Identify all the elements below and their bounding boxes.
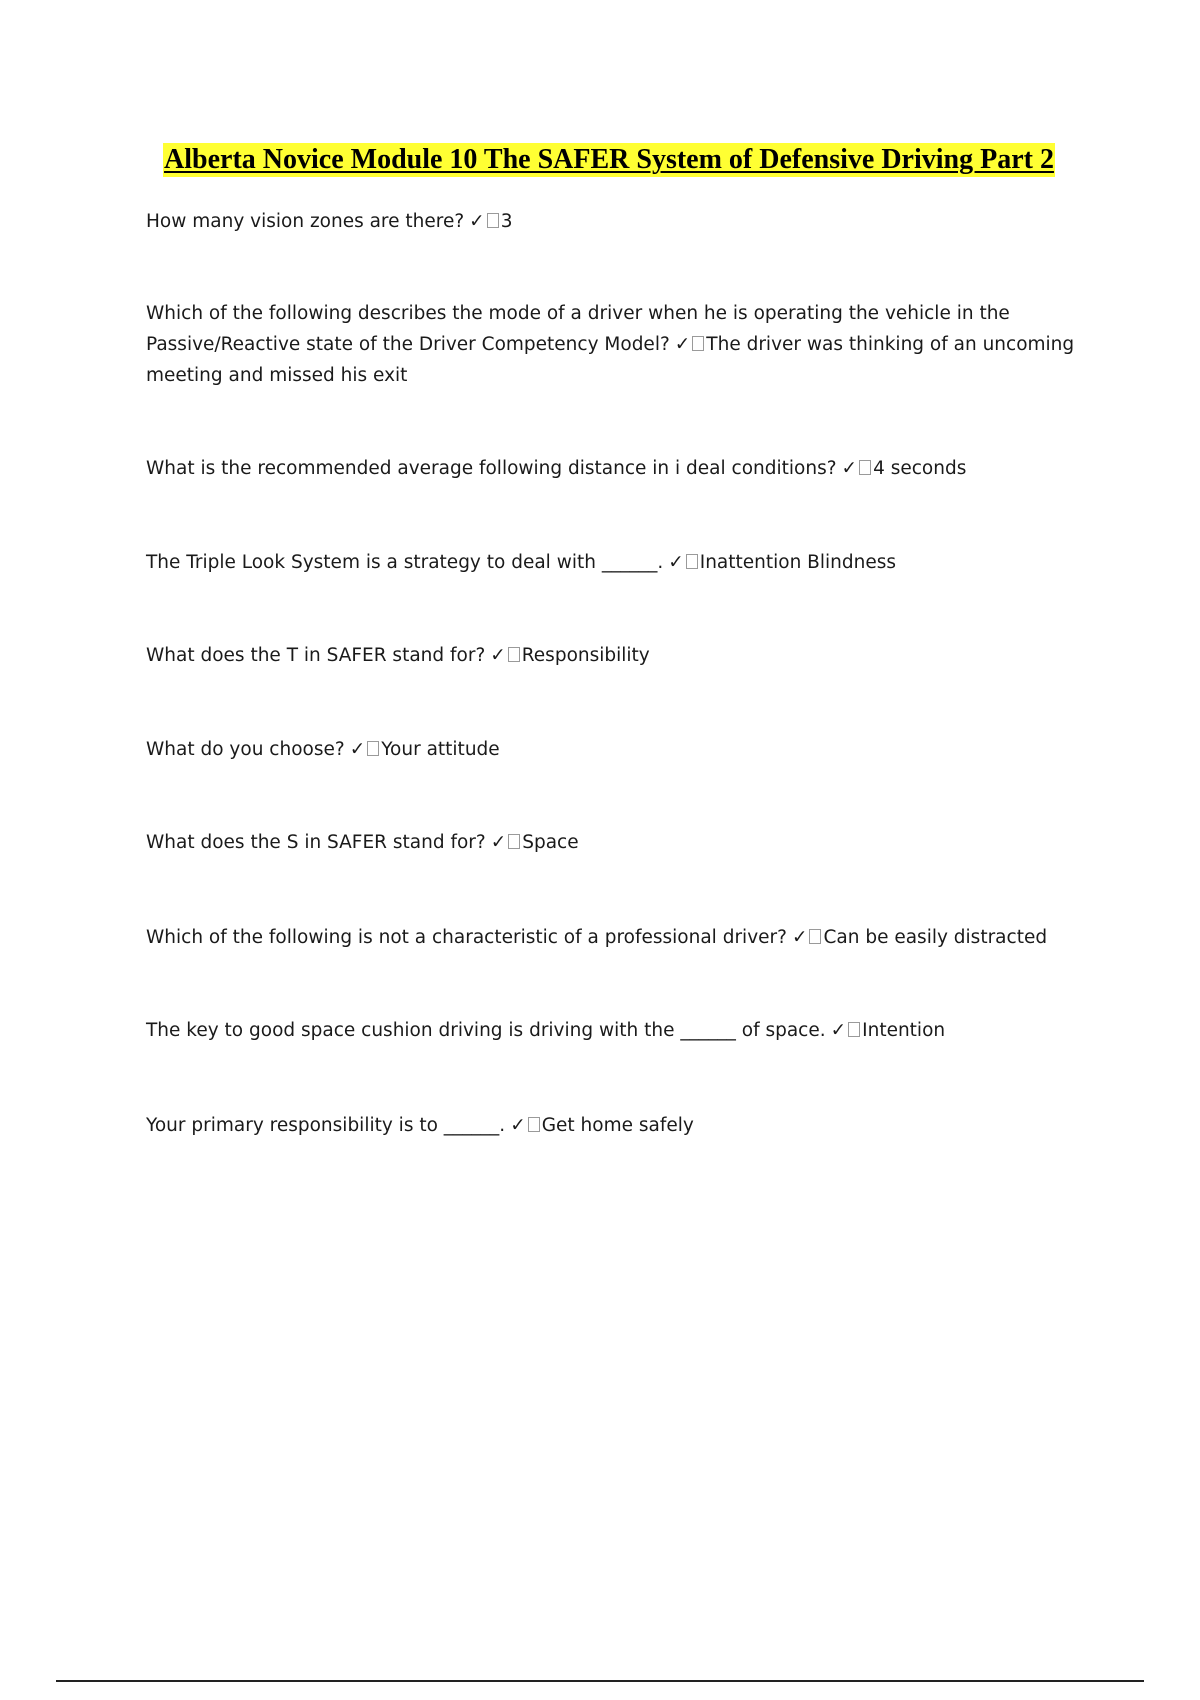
- empty-box-icon: [528, 1117, 540, 1132]
- qa-item: [146, 734, 1076, 765]
- qa-item: [146, 453, 1076, 484]
- empty-box-icon: [508, 834, 520, 849]
- question-text: What is the recommended average following distance in i deal conditions?: [146, 458, 837, 479]
- question-text: Which of the following is not a characteristic of a professional driver?: [146, 927, 787, 948]
- question-text: The key to good space cushion driving is driving with the ______ of space.: [146, 1020, 826, 1041]
- check-mark-icon: ✓: [490, 645, 506, 666]
- check-mark-icon: ✓: [841, 458, 858, 479]
- document-title-wrap: [0, 143, 1200, 177]
- qa-item: [146, 640, 1076, 671]
- answer-text: Get home safely: [541, 1115, 694, 1136]
- check-mark-icon: ✓: [674, 334, 691, 355]
- qa-item: [146, 298, 1076, 391]
- answer-text: Can be easily distracted: [823, 927, 1048, 948]
- empty-box-icon: [487, 213, 499, 228]
- question-text: Your primary responsibility is to ______.: [146, 1115, 506, 1136]
- answer-text: Your attitude: [381, 739, 500, 760]
- question-text: Which of the following describes the mode of a driver when he is operating the vehicle in the Passive/Reactive state of the Driver Competency Model?: [146, 303, 1010, 355]
- answer-text: Responsibility: [521, 645, 650, 666]
- qa-item: [146, 827, 1076, 858]
- qa-item: [146, 206, 1076, 237]
- question-text: The Triple Look System is a strategy to deal with ______.: [146, 552, 664, 573]
- answer-text: Intention: [862, 1020, 946, 1041]
- empty-box-icon: [508, 647, 520, 662]
- answer-text: Space: [522, 832, 579, 853]
- empty-box-icon: [848, 1022, 860, 1037]
- check-mark-icon: ✓: [668, 552, 684, 573]
- question-text: How many vision zones are there?: [146, 211, 465, 232]
- check-mark-icon: ✓: [469, 211, 485, 232]
- empty-box-icon: [859, 460, 871, 475]
- empty-box-icon: [692, 336, 704, 351]
- empty-box-icon: [809, 929, 821, 944]
- check-mark-icon: ✓: [349, 739, 366, 760]
- answer-text: 3: [500, 211, 513, 232]
- qa-item: [146, 547, 1076, 578]
- check-mark-icon: ✓: [510, 1115, 526, 1136]
- check-mark-icon: ✓: [490, 832, 507, 853]
- answer-text: Inattention Blindness: [699, 552, 897, 573]
- answer-text: The driver was thinking of an uncoming meeting and missed his exit: [146, 334, 1075, 386]
- document-title: Alberta Novice Module 10 The SAFER System of Defensive Driving Part 2: [164, 144, 1054, 175]
- empty-box-icon: [367, 741, 379, 756]
- question-text: What does the S in SAFER stand for?: [146, 832, 486, 853]
- question-text: What does the T in SAFER stand for?: [146, 645, 486, 666]
- question-text: What do you choose?: [146, 739, 345, 760]
- check-mark-icon: ✓: [791, 927, 808, 948]
- check-mark-icon: ✓: [830, 1020, 847, 1041]
- bottom-rule: [56, 1680, 1144, 1682]
- answer-text: 4 seconds: [873, 458, 967, 479]
- qa-item: [146, 1015, 1076, 1046]
- empty-box-icon: [686, 554, 698, 569]
- qa-item: [146, 1110, 1076, 1141]
- qa-item: [146, 922, 1076, 953]
